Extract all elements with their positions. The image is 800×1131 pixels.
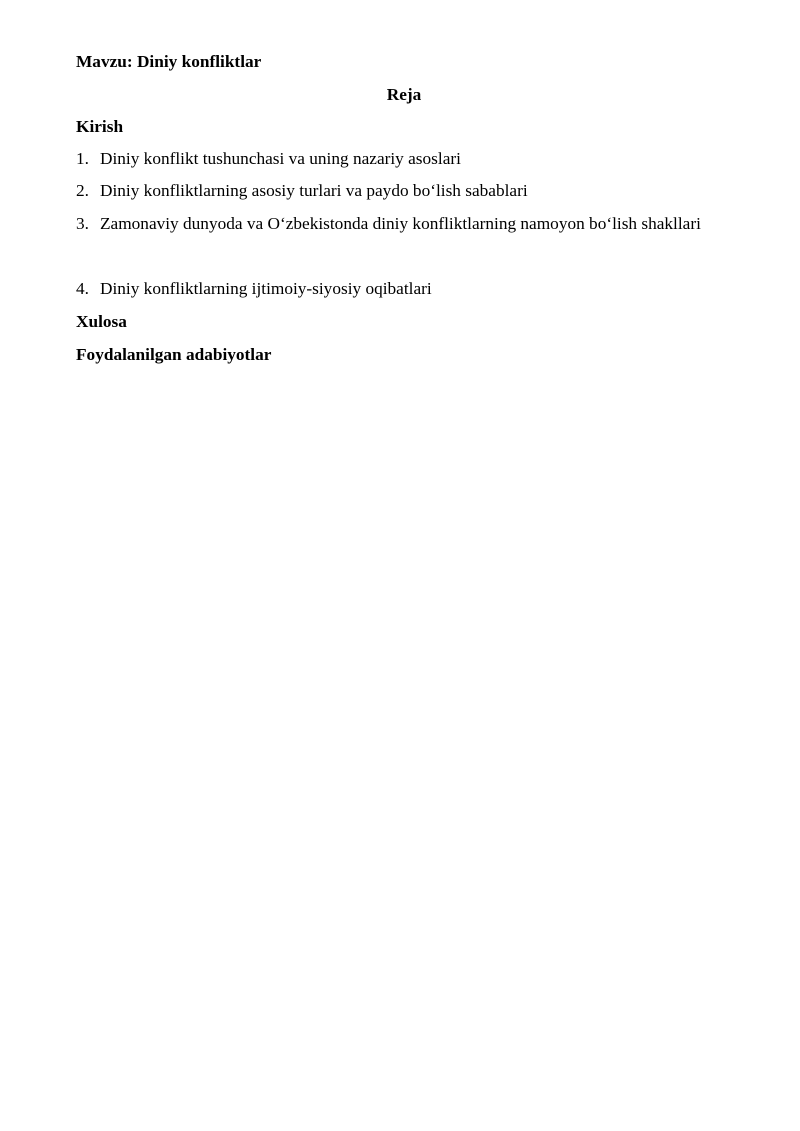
topic-heading: Mavzu: Diniy konfliktlar [76,52,262,71]
plan-title: Reja [386,84,422,104]
list-item-text: Diniy konfliktlarning asosiy turlari va paydo bo‘lish sabablari [100,181,528,201]
list-item-text: Diniy konfliktlarning ijtimoiy-siyosiy oqibatlari [100,278,432,298]
list-item-number: 2. [76,181,89,201]
document-page [76,50,732,375]
list-item-number: 1. [76,148,89,168]
intro-heading: Kirish [76,117,124,136]
list-item [76,213,732,278]
list-item [76,278,732,311]
conclusion-heading: Xulosa [76,312,127,331]
references-heading: Foydalanilgan adabiyotlar [76,344,272,364]
plan-list [76,148,732,311]
list-item-text: Diniy konflikt tushunchasi va uning nazariy asoslari [100,148,461,168]
list-item-number: 4. [76,278,89,298]
list-item-number: 3. [76,213,89,233]
list-item-text: Zamonaviy dunyoda va O‘zbekistonda diniy konfliktlarning namoyon bo‘lish shakllari [100,213,701,233]
